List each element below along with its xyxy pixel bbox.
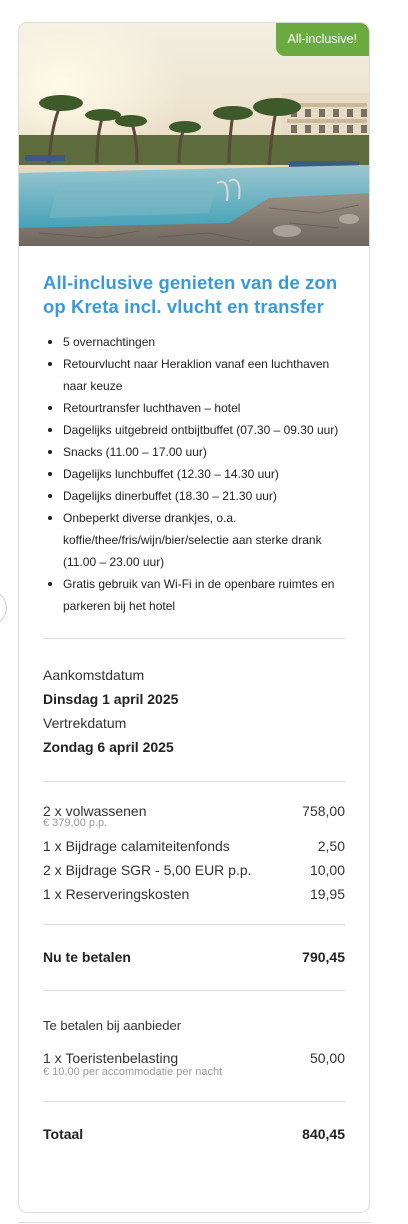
list-item: Snacks (11.00 – 17.00 uur) bbox=[43, 441, 345, 463]
payable-at-provider bbox=[43, 991, 345, 1101]
list-item: Gratis gebruik van Wi-Fi in de openbare ruimtes en parkeren bij het hotel bbox=[43, 573, 345, 617]
adults-label: 2 x volwassenen bbox=[43, 803, 147, 819]
arrival-label: Aankomstdatum bbox=[43, 667, 145, 683]
list-item: Retourtransfer luchthaven – hotel bbox=[43, 397, 345, 419]
hotel-photo bbox=[19, 23, 369, 246]
tourist-tax-line bbox=[43, 1050, 345, 1066]
departure-label: Vertrekdatum bbox=[43, 715, 127, 731]
grand-total bbox=[43, 1102, 345, 1166]
tourist-tax-price: 50,00 bbox=[309, 1050, 345, 1066]
list-item: Dagelijks uitgebreid ontbijtbuffet (07.30 – 09.30 uur) bbox=[43, 419, 345, 441]
next-card-edge bbox=[18, 1222, 370, 1223]
calamity-price: 2,50 bbox=[317, 838, 345, 854]
amount-due-now bbox=[43, 925, 345, 990]
list-item: Retourvlucht naar Heraklion vanaf een luchthaven naar keuze bbox=[43, 353, 345, 397]
calamity-fund-line bbox=[43, 838, 345, 854]
list-item: Dagelijks dinerbuffet (18.30 – 21.30 uur) bbox=[43, 485, 345, 507]
reservation-price: 19,95 bbox=[309, 886, 345, 902]
calamity-label: 1 x Bijdrage calamiteitenfonds bbox=[43, 838, 230, 854]
sgr-price: 10,00 bbox=[309, 862, 345, 878]
tourist-tax-detail: € 10,00 per accommodatie per nacht bbox=[43, 1066, 223, 1078]
all-inclusive-badge: All-inclusive! bbox=[276, 23, 369, 56]
sgr-label: 2 x Bijdrage SGR - 5,00 EUR p.p. bbox=[43, 862, 252, 878]
adults-per-person: € 379,00 p.p. bbox=[43, 817, 108, 829]
arrival-date: Dinsdag 1 april 2025 bbox=[43, 691, 179, 707]
provider-heading: Te betalen bij aanbieder bbox=[43, 1018, 182, 1033]
amount-due-label: Nu te betalen bbox=[43, 949, 131, 965]
list-item: Dagelijks lunchbuffet (12.30 – 14.30 uur) bbox=[43, 463, 345, 485]
travel-dates bbox=[43, 639, 345, 781]
total-label: Totaal bbox=[43, 1126, 84, 1142]
total-value: 840,45 bbox=[302, 1126, 345, 1142]
tourist-tax-label: 1 x Toeristenbelasting bbox=[43, 1050, 179, 1066]
offer-title: All-inclusive genieten van de zon op Kreta incl. vlucht en transfer bbox=[43, 272, 338, 317]
offer-card bbox=[18, 22, 370, 1213]
adults-price: 758,00 bbox=[302, 803, 345, 819]
price-breakdown bbox=[43, 782, 345, 924]
adults-line bbox=[43, 803, 345, 830]
amount-due-value: 790,45 bbox=[302, 949, 345, 965]
departure-date: Zondag 6 april 2025 bbox=[43, 739, 174, 755]
list-item: Onbeperkt diverse drankjes, o.a. koffie/thee/fris/wijn/bier/selectie aan sterke drank (11.00 – 23.00 uur) bbox=[43, 507, 345, 573]
list-item: 5 overnachtingen bbox=[43, 331, 345, 353]
sgr-line bbox=[43, 862, 345, 878]
feature-list bbox=[43, 331, 345, 617]
reservation-label: 1 x Reserveringskosten bbox=[43, 886, 190, 902]
carousel-prev-button[interactable] bbox=[0, 590, 7, 626]
reservation-fee-line bbox=[43, 886, 345, 902]
